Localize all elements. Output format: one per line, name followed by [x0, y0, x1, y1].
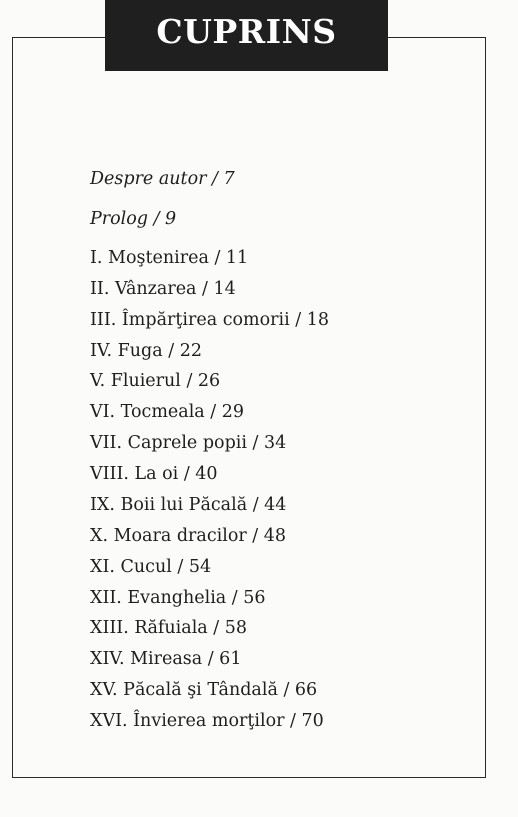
toc-entry-chapter-13[interactable]: XIII. Răfuiala / 58 — [90, 618, 248, 638]
toc-entry-chapter-6[interactable]: VI. Tocmeala / 29 — [90, 402, 245, 422]
toc-entry-chapter-3[interactable]: III. Împărţirea comorii / 18 — [90, 310, 330, 330]
page-title: CUPRINS — [156, 12, 337, 51]
title-banner — [105, 0, 388, 71]
toc-entry-prolog[interactable]: Prolog / 9 — [90, 209, 177, 229]
toc-entry-chapter-8[interactable]: VIII. La oi / 40 — [90, 464, 218, 484]
toc-entry-chapter-7[interactable]: VII. Caprele popii / 34 — [90, 433, 287, 453]
toc-entry-chapter-12[interactable]: XII. Evanghelia / 56 — [90, 588, 266, 608]
content-frame — [12, 37, 486, 778]
toc-entry-chapter-14[interactable]: XIV. Mireasa / 61 — [90, 649, 242, 669]
toc-entry-chapter-11[interactable]: XI. Cucul / 54 — [90, 557, 212, 577]
toc-entry-chapter-16[interactable]: XVI. Învierea morţilor / 70 — [90, 711, 324, 731]
toc-entry-chapter-9[interactable]: IX. Boii lui Păcală / 44 — [90, 495, 287, 515]
toc-entry-despre-autor[interactable]: Despre autor / 7 — [90, 169, 235, 189]
toc-entry-chapter-5[interactable]: V. Fluierul / 26 — [90, 371, 221, 391]
toc-entry-chapter-1[interactable]: I. Moştenirea / 11 — [90, 248, 249, 268]
toc-entry-chapter-4[interactable]: IV. Fuga / 22 — [90, 341, 202, 361]
toc-entry-chapter-2[interactable]: II. Vânzarea / 14 — [90, 279, 236, 299]
toc-entry-chapter-15[interactable]: XV. Păcală şi Tândală / 66 — [90, 680, 318, 700]
toc-entry-chapter-10[interactable]: X. Moara dracilor / 48 — [90, 526, 287, 546]
